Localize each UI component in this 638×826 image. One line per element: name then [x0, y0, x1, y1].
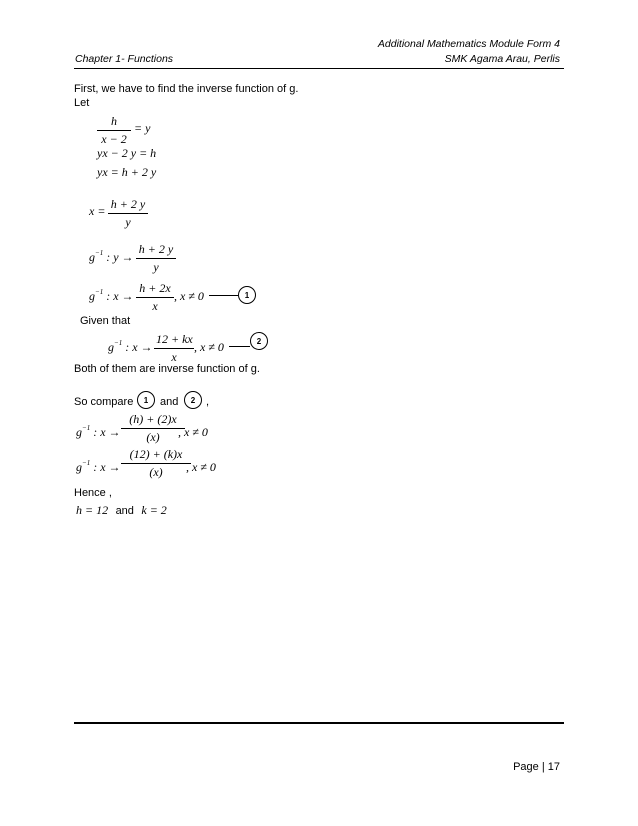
both-text: Both of them are inverse function of g.: [74, 363, 260, 375]
hence-text: Hence ,: [74, 487, 112, 499]
eq7-numerator: 12 + kx: [156, 332, 193, 346]
eq7-fraction: [154, 332, 194, 365]
module-title: Additional Mathematics Module Form 4: [377, 38, 560, 50]
eq1-denominator: x − 2: [101, 132, 127, 146]
map-y: : y →: [106, 250, 134, 264]
label-circle-1: 1: [238, 286, 256, 304]
eq9-fraction: [121, 447, 191, 480]
eq6-connector: [209, 295, 238, 296]
compare-circle-1: 1: [137, 391, 155, 409]
inverse-sup: −1: [82, 459, 91, 467]
compare-and: and: [160, 396, 179, 408]
compare-circle-2: 2: [184, 391, 202, 409]
eq9-denominator: (x): [149, 465, 163, 479]
eq4-fraction: [108, 197, 148, 230]
map-x: : x →: [106, 289, 134, 303]
eq7-denominator: x: [171, 350, 177, 364]
inverse-sup: −1: [114, 339, 123, 347]
g-symbol: g: [89, 289, 95, 303]
map-x: : x →: [93, 460, 121, 474]
page-number: Page | 17: [513, 761, 560, 773]
eq5-numerator: h + 2 y: [138, 242, 174, 256]
eq8-numerator: (h) + (2)x: [129, 412, 177, 426]
compare-suffix: ,: [206, 396, 210, 408]
eq4-numerator: h + 2 y: [110, 197, 146, 211]
eq8-fraction: [121, 412, 185, 445]
eq6-lhs: [89, 289, 134, 304]
eq6-denominator: x: [152, 299, 158, 313]
inverse-sup: −1: [95, 249, 104, 257]
eq1-fraction: [97, 114, 131, 147]
answer-h: h = 12: [76, 503, 109, 517]
given-text: Given that: [80, 315, 131, 327]
eq1-numerator: h: [111, 114, 117, 128]
g-symbol: g: [108, 340, 114, 354]
header-rule: [74, 68, 564, 69]
map-x: : x →: [93, 425, 121, 439]
answer-and: and: [115, 505, 134, 517]
eq4-lhs: x =: [89, 204, 106, 218]
eq4-denominator: y: [125, 215, 131, 229]
chapter-title: Chapter 1- Functions: [75, 53, 174, 65]
map-x: : x →: [125, 340, 153, 354]
eq1-rhs: = y: [134, 121, 151, 135]
eq9-condition: , x ≠ 0: [186, 460, 216, 474]
eq6-numerator: h + 2x: [139, 281, 171, 295]
eq6-fraction: [136, 281, 174, 314]
intro-text: First, we have to find the inverse function of g.: [74, 83, 299, 95]
answer-k: k = 2: [141, 503, 167, 517]
inverse-sup: −1: [82, 424, 91, 432]
answer-line: [76, 501, 167, 519]
eq7-lhs: [108, 340, 153, 355]
label-circle-2: 2: [250, 332, 268, 350]
eq8-condition: , x ≠ 0: [178, 425, 208, 439]
eq7-condition: , x ≠ 0: [194, 340, 224, 354]
eq6-condition: , x ≠ 0: [174, 289, 204, 303]
compare-prefix: So compare: [74, 396, 134, 408]
eq5-fraction: [136, 242, 176, 275]
eq9-lhs: [76, 460, 121, 475]
g-symbol: g: [76, 425, 82, 439]
footer-rule: [74, 722, 564, 724]
eq3: yx = h + 2 y: [97, 165, 157, 179]
eq8-denominator: (x): [146, 430, 160, 444]
school-name: SMK Agama Arau, Perlis: [444, 53, 560, 65]
g-symbol: g: [76, 460, 82, 474]
eq5-lhs: [89, 250, 134, 265]
let-text: Let: [74, 97, 90, 109]
g-symbol: g: [89, 250, 95, 264]
eq8-lhs: [76, 425, 121, 440]
eq2: yx − 2 y = h: [97, 146, 157, 160]
eq5-denominator: y: [153, 260, 159, 274]
eq7-connector: [229, 346, 250, 347]
inverse-sup: −1: [95, 288, 104, 296]
eq9-numerator: (12) + (k)x: [129, 447, 183, 461]
